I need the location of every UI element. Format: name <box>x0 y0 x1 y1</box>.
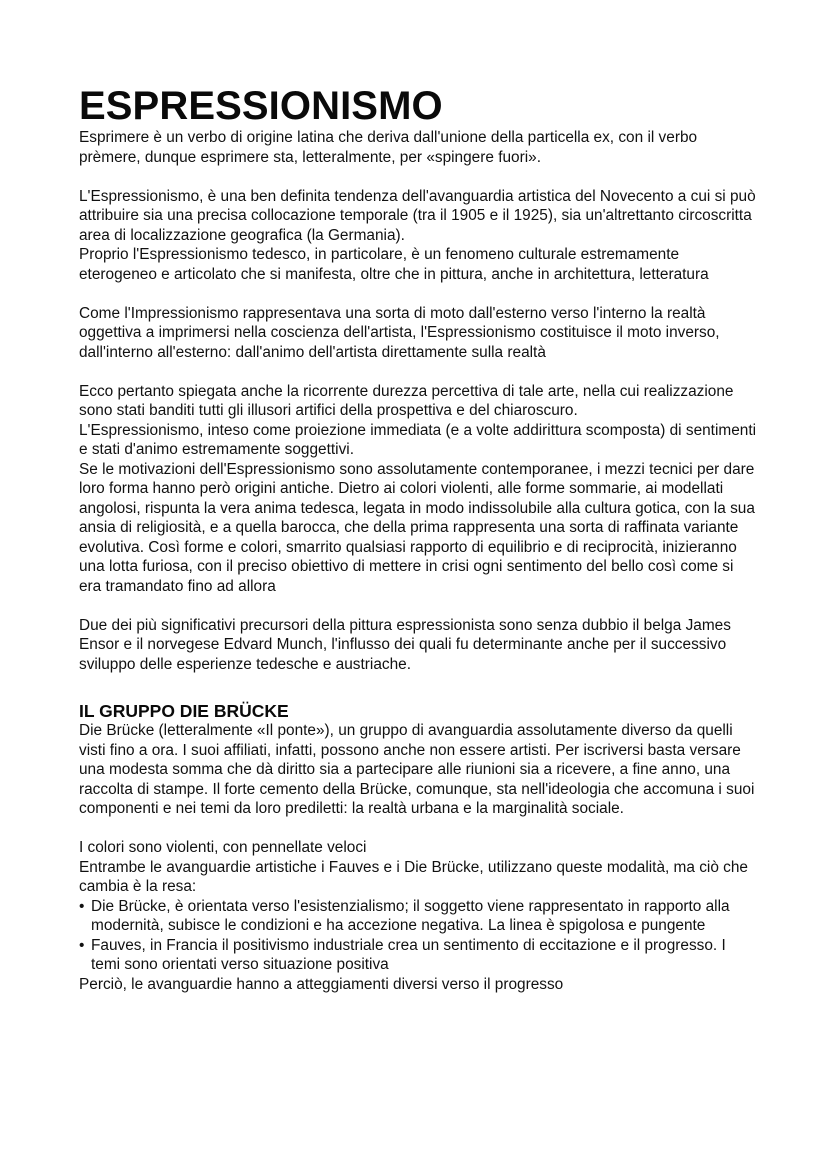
paragraph-spacer <box>79 167 759 187</box>
paragraph-conclusion: Perciò, le avanguardie hanno a atteggiamenti diversi verso il progresso <box>79 975 564 993</box>
paragraph-die-brucke-intro: Die Brücke (letteralmente «Il ponte»), un gruppo di avanguardia assolutamente diverso da quelli visti fino a ora. I suoi affiliati, infatti, possono anche non essere artisti. Per iscriversi basta versare una modesta somma che dà diritto sia a partecipare alle riunioni sia a ricevere, a fine anno, una raccolta di stampe. Il forte cemento della Brücke, comunque, sta nell'ideologia che accomuna i suoi componenti e nei temi da loro prediletti: la realtà urbana e la marginalità sociale. <box>79 722 755 817</box>
paragraph-motivations: Se le motivazioni dell'Espressionismo sono assolutamente contemporanee, i mezzi tecnici per dare loro forma hanno però origini antiche. Dietro ai colori violenti, alle forme sommarie, ai modellati angolosi, rispunta la vera anima tedesca, legata in modo indissolubile alla cultura gotica, con la sua ansia di religiosità, e a quella barocca, che della prima rappresenta una sorta di raffinata variante evolutiva. Così forme e colori, smarrito qualsiasi rapporto di equilibrio e di reciprocità, inizieranno una lotta furiosa, con il preciso obiettivo di mettere in crisi ogni sentimento del bello così come si era tramandato fino ad allora <box>79 460 755 595</box>
section-espressionismo <box>79 128 759 694</box>
paragraph-spacer <box>79 819 759 839</box>
paragraph-spacer <box>79 362 759 382</box>
paragraph-spacer <box>79 284 759 304</box>
list-item-text: Fauves, in Francia il positivismo industriale crea un sentimento di eccitazione e il progresso. I temi sono orientati verso situazione positiva <box>91 936 726 973</box>
bullet-icon: • <box>79 897 85 915</box>
paragraph-colors: I colori sono violenti, con pennellate veloci <box>79 839 367 856</box>
list-item-text: Die Brücke, è orientata verso l'esistenzialismo; il soggetto viene rappresentato in rapporto alla modernità, subisce le condizioni e ha accezione negativa. La linea è spigolosa e pungente <box>91 897 730 934</box>
paragraph-etymology: Esprimere è un verbo di origine latina che deriva dall'unione della particella ex, con il verbo prèmere, dunque esprimere sta, letteralmente, per «spingere fuori». <box>79 129 698 166</box>
page-title: ESPRESSIONISMO <box>79 84 443 128</box>
paragraph-impressionism-comparison: Come l'Impressionismo rappresentava una sorta di moto dall'esterno verso l'interno la realtà oggettiva a imprimersi nella coscienza dell'artista, l'Espressionismo costituisce il moto inverso, dall'interno all'esterno: dall'animo dell'artista direttamente sulla realtà <box>79 304 720 361</box>
paragraph-projection: L'Espressionismo, inteso come proiezione immediata (e a volte addirittura scomposta) di sentimenti e stati d'animo estremamente soggettivi. <box>79 421 757 458</box>
section-die-brucke <box>79 694 759 995</box>
bullet-icon: • <box>79 936 85 954</box>
section-heading: IL GRUPPO DIE BRÜCKE <box>79 700 289 721</box>
paragraph-spacer <box>79 596 759 616</box>
paragraph-perceptive-hardness: Ecco pertanto spiegata anche la ricorrente durezza percettiva di tale arte, nella cui realizzazione sono stati banditi tutti gli illusori artifici della prospettiva e del chiaroscuro. <box>79 382 734 419</box>
paragraph-avant-gardes: Entrambe le avanguardie artistiche i Fauves e i Die Brücke, utilizzano queste modalità, ma ciò che cambia è la resa: <box>79 858 748 895</box>
paragraph-definition: L'Espressionismo, è una ben definita tendenza dell'avanguardia artistica del Novecento a cui si può attribuire sia una precisa collocazione temporale (tra il 1905 e il 1925), sia un'altrettanto circoscritta area di localizzazione geografica (la Germania). <box>79 187 756 244</box>
paragraph-spacer <box>79 674 759 694</box>
comparison-list <box>79 897 759 975</box>
paragraph-german-expressionism: Proprio l'Espressionismo tedesco, in particolare, è un fenomeno culturale estremamente eterogeneo e articolato che si manifesta, oltre che in pittura, anche in architettura, letteratura <box>79 246 709 283</box>
paragraph-precursors: Due dei più significativi precursori della pittura espressionista sono senza dubbio il belga James Ensor e il norvegese Edvard Munch, l'influsso dei quali fu determinante anche per il successivo sviluppo delle esperienze tedesche e austriache. <box>79 616 731 673</box>
list-item <box>79 897 759 936</box>
document-page <box>79 84 759 994</box>
list-item <box>79 936 759 975</box>
